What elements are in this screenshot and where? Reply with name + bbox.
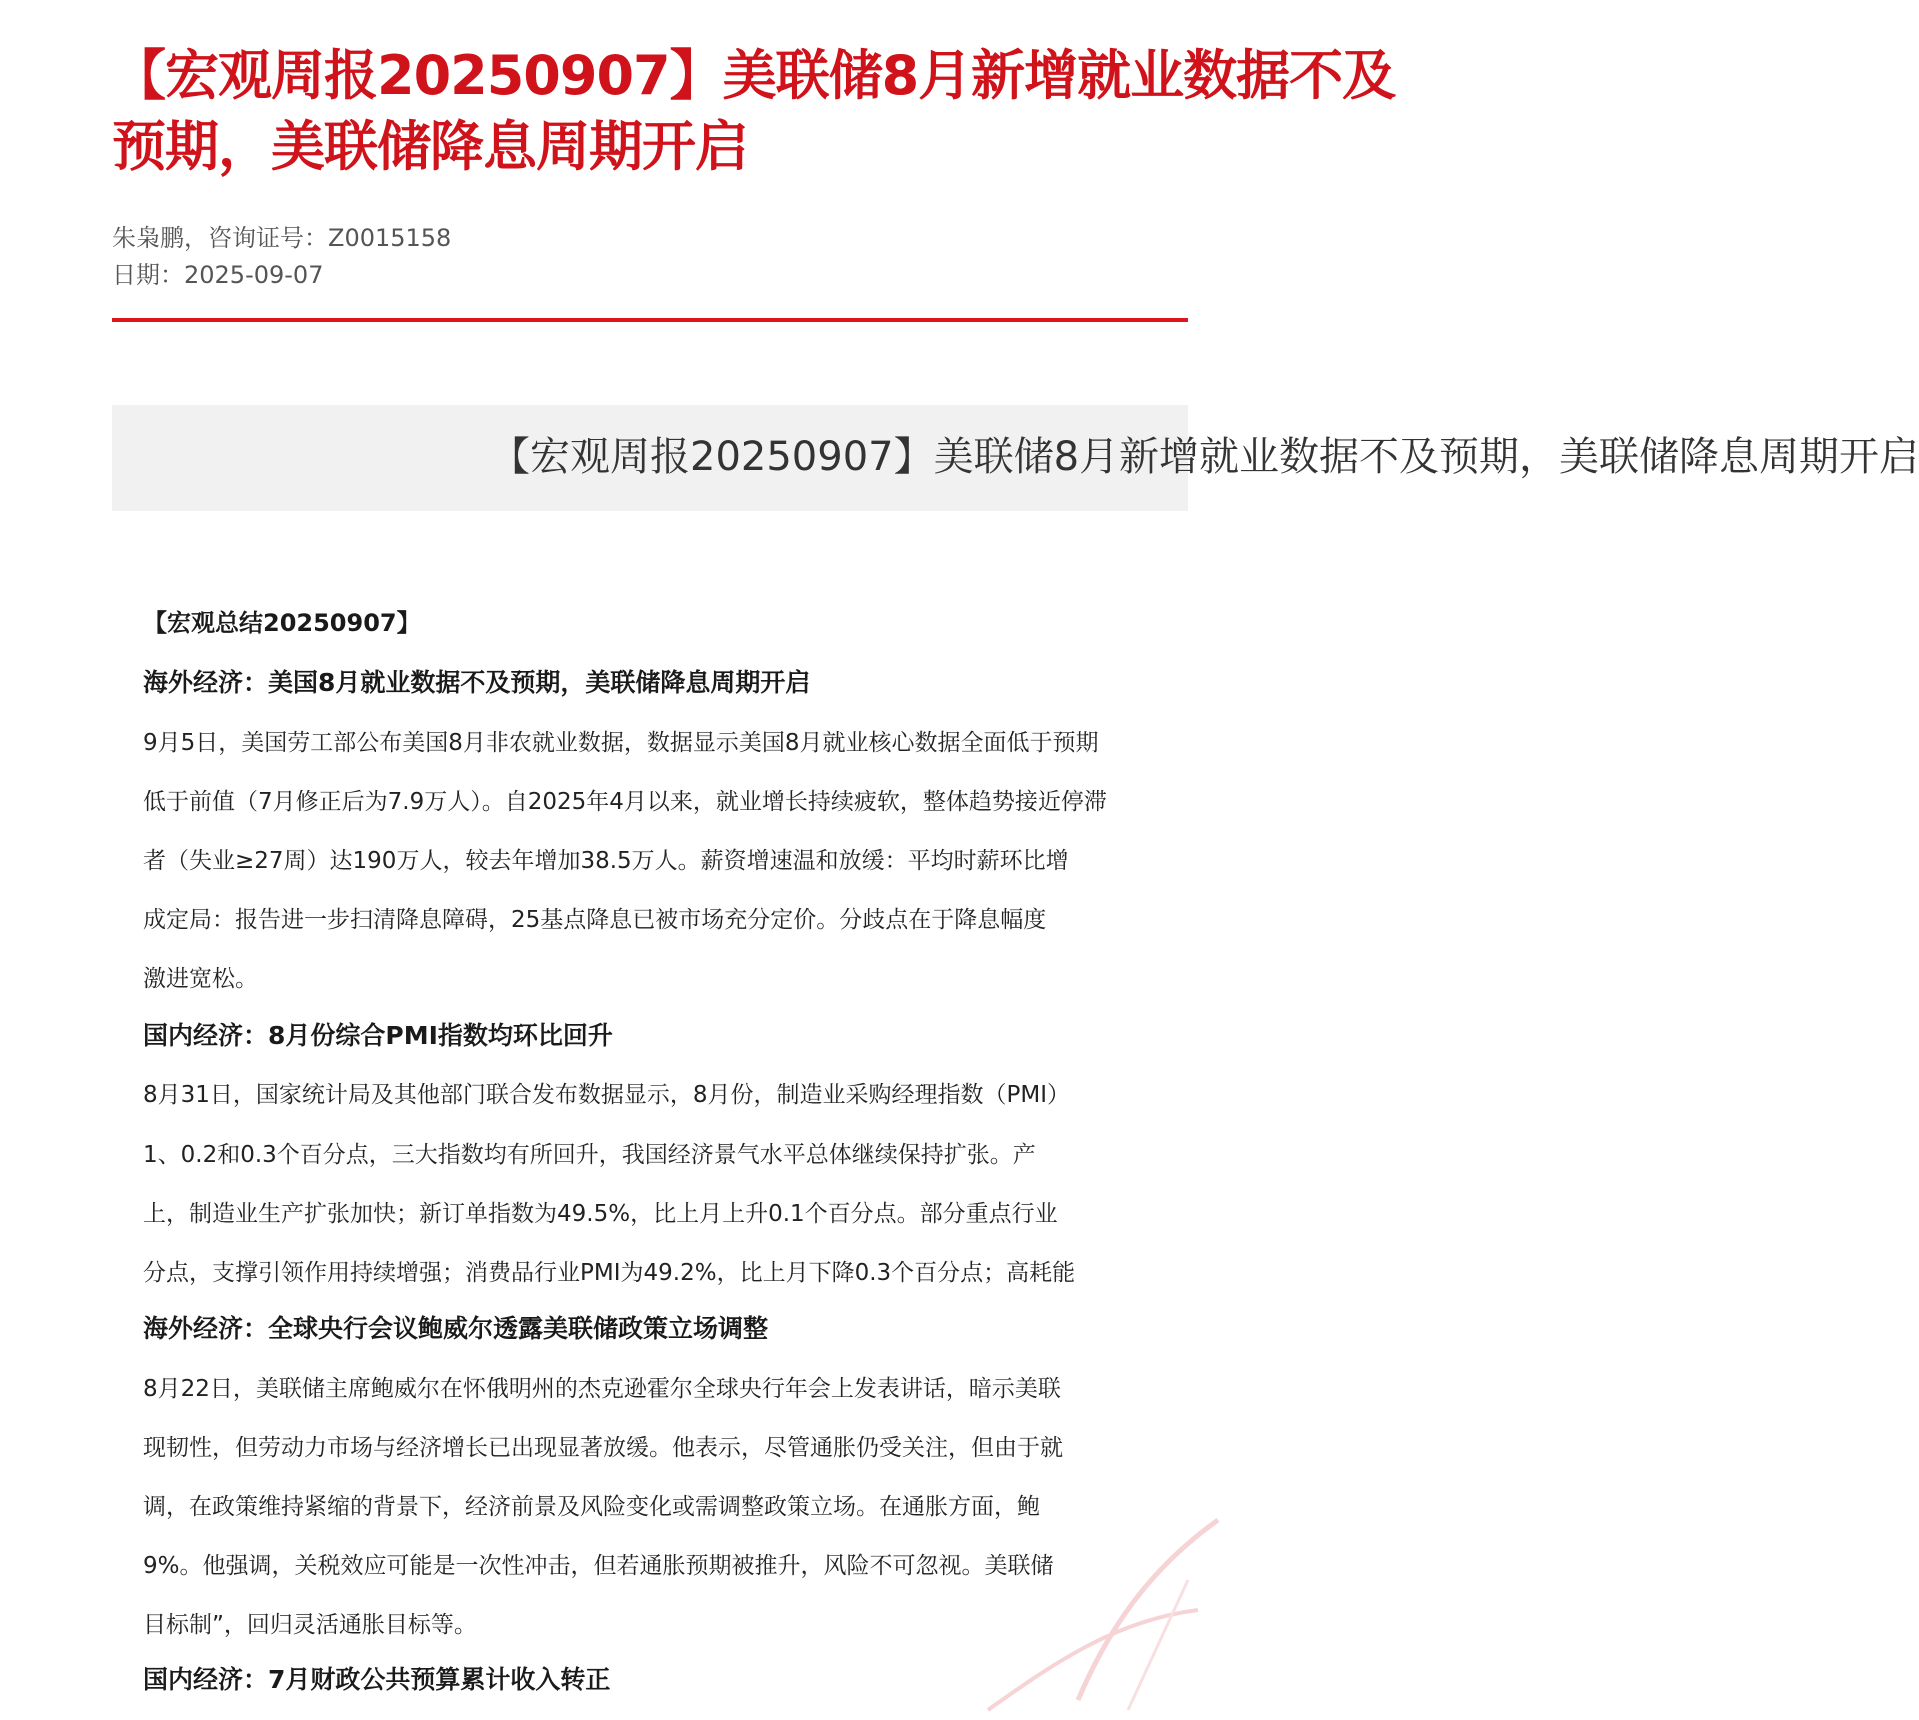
paragraph-line: 成定局：报告进一步扫清降息障碍，25基点降息已被市场充分定价。分歧点在于降息幅度 [143,907,1047,933]
report-meta [112,220,451,294]
paragraph-line: 激进宽松。 [143,966,258,992]
paragraph-line: 者（失业≥27周）达190万人，较去年增加38.5万人。薪资增速温和放缓：平均时薪环比增 [143,848,1069,874]
paragraph-line: 9月5日，美国劳工部公布美国8月非农就业数据，数据显示美国8月就业核心数据全面低于预期 [143,730,1099,756]
section-heading: 国内经济：8月份综合PMI指数均环比回升 [143,1021,613,1050]
paragraph-line: 分点，支撑引领作用持续增强；消费品行业PMI为49.2%，比上月下降0.3个百分点；高耗能 [143,1260,1076,1286]
section-heading: 海外经济：美国8月就业数据不及预期，美联储降息周期开启 [143,668,811,697]
author-line: 朱枭鹏，咨询证号：Z0015158 [112,224,452,252]
paragraph-line: 现韧性，但劳动力市场与经济增长已出现显著放缓。他表示，尽管通胀仍受关注，但由于就 [143,1435,1063,1461]
paragraph-line: 8月22日，美联储主席鲍威尔在怀俄明州的杰克逊霍尔全球央行年会上发表讲话，暗示美联 [143,1376,1061,1402]
title-banner [112,405,1919,511]
date-line: 日期：2025-09-07 [112,261,324,289]
paragraph-line: 1、0.2和0.3个百分点，三大指数均有所回升，我国经济景气水平总体继续保持扩张。产 [143,1142,1036,1168]
paragraph-line: 上，制造业生产扩张加快；新订单指数为49.5%，比上月上升0.1个百分点。部分重点行业 [143,1201,1058,1227]
section-heading: 海外经济：全球央行会议鲍威尔透露美联储政策立场调整 [143,1314,769,1343]
paragraph-line: 9%。他强调，关税效应可能是一次性冲击，但若通胀预期被推升，风险不可忽视。美联储 [143,1553,1054,1579]
title-divider [112,318,1188,322]
section-heading: 国内经济：7月财政公共预算累计收入转正 [143,1665,611,1694]
report-title: 【宏观周报20250907】美联储8月新增就业数据不及预期，美联储降息周期开启 [112,44,1396,178]
paragraph-line: 调，在政策维持紧缩的背景下，经济前景及风险变化或需调整政策立场。在通胀方面，鲍 [143,1494,1040,1520]
summary-title: 【宏观总结20250907】 [143,609,421,637]
paragraph-line: 8月31日，国家统计局及其他部门联合发布数据显示，8月份，制造业采购经理指数（PMI） [143,1082,1071,1108]
paragraph-line: 目标制”，回归灵活通胀目标等。 [143,1612,477,1638]
paragraph-line: 低于前值（7月修正后为7.9万人）。自2025年4月以来，就业增长持续疲软，整体趋势接近停滞 [143,789,1107,815]
banner-title: 【宏观周报20250907】美联储8月新增就业数据不及预期，美联储降息周期开启 [490,434,1919,480]
